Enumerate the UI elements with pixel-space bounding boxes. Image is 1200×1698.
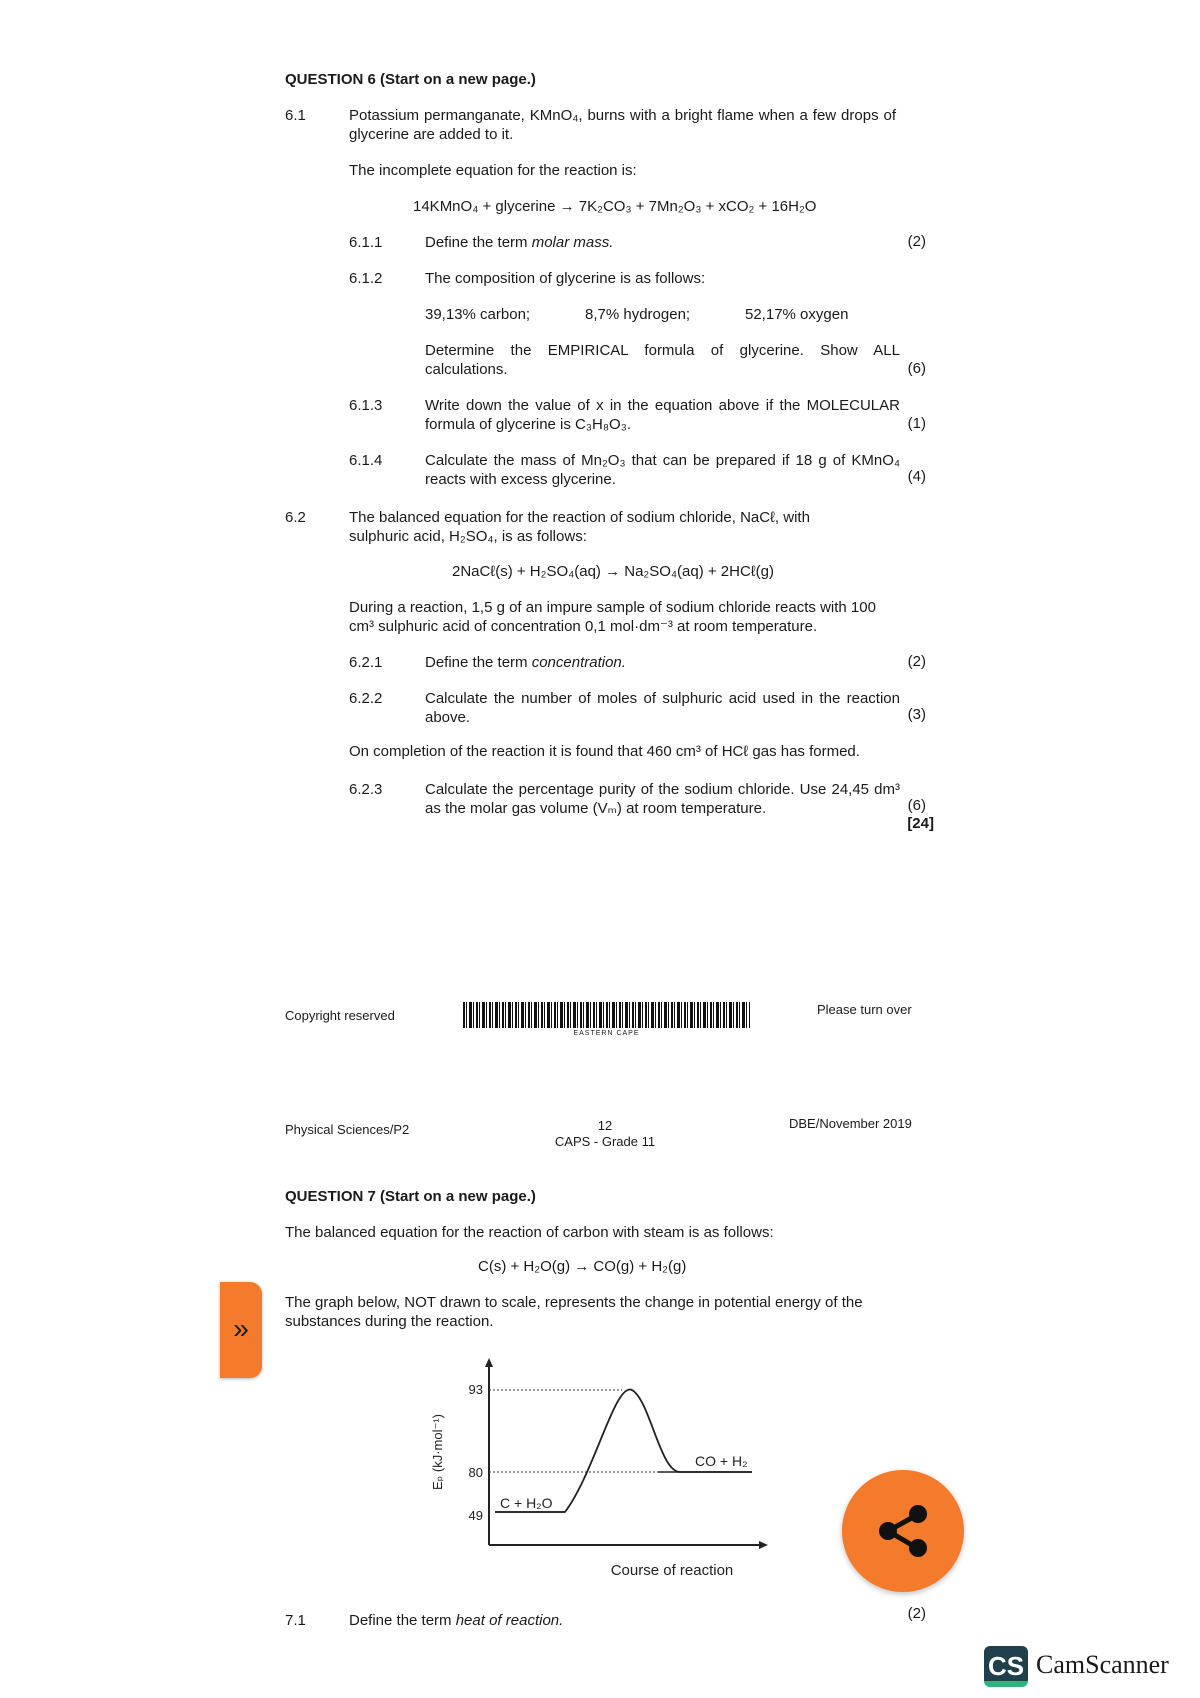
q621-text-a: Define the term (425, 654, 532, 671)
q621-number: 6.2.1 (349, 654, 383, 671)
q61-number: 6.1 (285, 107, 306, 124)
x-axis-label: Course of reaction (610, 1562, 734, 1579)
barcode (463, 1002, 750, 1028)
q71-text (349, 1611, 563, 1630)
header-exam: DBE/November 2019 (789, 1116, 912, 1131)
header-page-number: 12 (597, 1118, 613, 1133)
q612-text: The composition of glycerine is as follows: (425, 270, 706, 287)
y-axis-arrow (485, 1358, 493, 1367)
q622-marks: (3) (907, 706, 926, 723)
q611-text-a: Define the term (425, 234, 532, 251)
y-tick-49: 49 (468, 1508, 483, 1523)
q621-term: concentration. (531, 654, 626, 671)
q7-intro: The balanced equation for the reaction of carbon with steam is as follows: (285, 1224, 774, 1241)
q611-term: molar mass. (531, 234, 614, 251)
copyright-text: Copyright reserved (285, 1008, 395, 1023)
q612-composition-oxygen: 52,17% oxygen (745, 306, 849, 323)
q614-text: Calculate the mass of Mn₂O₃ that can be prepared if 18 g of KMnO₄ reacts with excess glycerine. (425, 452, 900, 488)
q62-equation: 2NaCℓ(s) + H₂SO₄(aq) → Na₂SO₄(aq) + 2HCℓ(g) (452, 563, 774, 580)
q622-text: Calculate the number of moles of sulphuric acid used in the reaction above. (425, 690, 900, 726)
q71-text-a: Define the term (349, 1612, 456, 1629)
q612-number: 6.1.2 (349, 270, 383, 287)
q614-number: 6.1.4 (349, 452, 383, 469)
x-axis-arrow (759, 1541, 768, 1549)
y-tick-93: 93 (468, 1382, 483, 1397)
q61-equation-intro: The incomplete equation for the reaction is: (349, 162, 637, 179)
q614-marks: (4) (907, 468, 926, 485)
side-expand-button[interactable] (220, 1282, 262, 1378)
q61-text: Potassium permanganate, KMnO₄, burns with a bright flame when a few drops of glycerine are added to it. (349, 107, 896, 143)
q612-composition-hydrogen: 8,7% hydrogen; (585, 306, 691, 323)
q7-equation: C(s) + H₂O(g) → CO(g) + H₂(g) (478, 1258, 687, 1275)
q612-marks: (6) (907, 360, 926, 377)
q61-equation: 14KMnO₄ + glycerine → 7K₂CO₃ + 7Mn₂O₃ + xCO₂ + 16H₂O (413, 198, 817, 215)
q623-text: Calculate the percentage purity of the sodium chloride. Use 24,45 dm³ as the molar gas volume (Vₘ) at room temperature. (425, 781, 900, 817)
q622-number: 6.2.2 (349, 690, 383, 707)
q6-total-marks: [24] (907, 815, 934, 832)
q611-number: 6.1.1 (349, 234, 383, 251)
header-grade: CAPS - Grade 11 (554, 1134, 656, 1149)
q62-during-text: During a reaction, 1,5 g of an impure sample of sodium chloride reacts with 100 cm³ sulphuric acid of concentration 0,1 mol·dm⁻³ at room temperature. (349, 599, 876, 635)
q611-marks: (2) (907, 233, 926, 250)
camscanner-logo-strip (984, 1681, 1028, 1687)
q62-number: 6.2 (285, 509, 306, 526)
double-chevron-right-icon: » (233, 1313, 249, 1344)
q613-text: Write down the value of x in the equation above if the MOLECULAR formula of glycerine is C₃H₈O₃. (425, 397, 900, 433)
q62-text: The balanced equation for the reaction of sodium chloride, NaCℓ, with sulphuric acid, H₂SO₄, is as follows: (349, 509, 810, 545)
q71-number: 7.1 (285, 1612, 306, 1629)
q621-text (425, 653, 626, 672)
products-label: CO + H₂ (695, 1453, 748, 1469)
camscanner-wordmark: CamScanner (1036, 1650, 1169, 1679)
q7-graph-intro: The graph below, NOT drawn to scale, represents the change in potential energy of the substances during the reaction. (285, 1294, 863, 1330)
y-tick-80: 80 (468, 1465, 483, 1480)
energy-curve (495, 1389, 752, 1512)
reactants-label: C + H₂O (500, 1495, 553, 1511)
question6-heading: QUESTION 6 (Start on a new page.) (285, 71, 536, 88)
share-button[interactable] (842, 1470, 964, 1592)
y-axis-label: Eₚ (kJ·mol⁻¹) (430, 1414, 445, 1490)
q613-number: 6.1.3 (349, 397, 383, 414)
q71-marks: (2) (907, 1605, 926, 1622)
q621-marks: (2) (907, 653, 926, 670)
q62-completion-text: On completion of the reaction it is found that 460 cm³ of HCℓ gas has formed. (349, 743, 860, 760)
question7-heading: QUESTION 7 (Start on a new page.) (285, 1188, 536, 1205)
barcode-caption: EASTERN CAPE (573, 1030, 640, 1037)
q612-composition-carbon: 39,13% carbon; (425, 306, 531, 323)
camscanner-logo: CS (984, 1646, 1028, 1686)
share-icon (842, 1470, 964, 1592)
q71-term: heat of reaction. (455, 1612, 564, 1629)
q623-number: 6.2.3 (349, 781, 383, 798)
q612-task: Determine the EMPIRICAL formula of glycerine. Show ALL calculations. (425, 342, 900, 378)
please-turn-over: Please turn over (817, 1002, 912, 1017)
header-subject: Physical Sciences/P2 (285, 1122, 410, 1137)
energy-diagram (410, 1352, 780, 1582)
q623-marks: (6) (907, 797, 926, 814)
q613-marks: (1) (907, 415, 926, 432)
q611-text (425, 233, 613, 252)
